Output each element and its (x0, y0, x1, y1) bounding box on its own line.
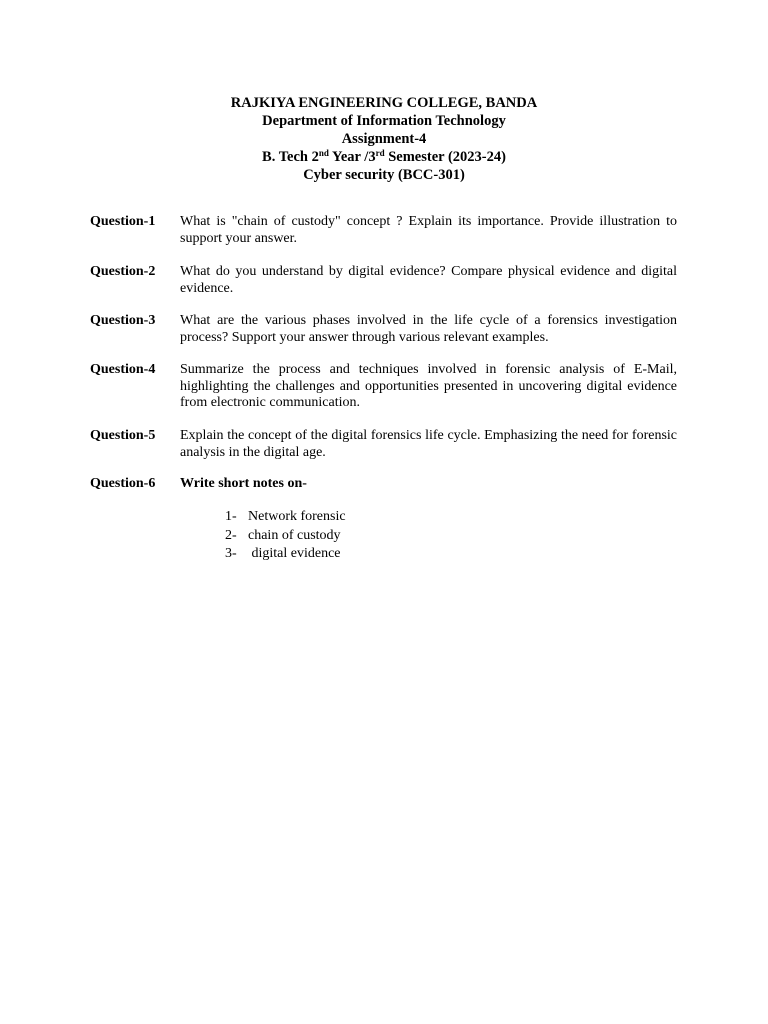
list-text: Network forensic (248, 509, 346, 524)
question-text: Explain the concept of the digital forensics life cycle. Emphasizing the need for forensic analysis in the digital age. (180, 428, 677, 460)
question-text: Write short notes on- (180, 476, 307, 491)
question-text: What do you understand by digital evidence? Compare physical evidence and digital evidence. (180, 264, 677, 296)
list-number: 2- (225, 527, 237, 543)
program-line (0, 148, 768, 166)
college-name: RAJKIYA ENGINEERING COLLEGE, BANDA (230, 95, 538, 111)
question-text: Summarize the process and techniques involved in forensic analysis of E-Mail, highlighting the challenges and opportunities presented in uncovering digital evidence from electronic communication. (180, 362, 677, 410)
question-label: Question-4 (90, 362, 156, 377)
question-4 (90, 362, 677, 412)
document-header (0, 94, 768, 184)
program-mid: Year /3 (328, 149, 376, 165)
question-2 (90, 264, 677, 297)
list-text: chain of custody (248, 527, 341, 543)
question-3 (90, 313, 677, 346)
question-1 (90, 214, 677, 247)
question-label: Question-3 (90, 313, 156, 328)
question-label: Question-2 (90, 264, 156, 279)
list-item (225, 527, 346, 546)
list-item (225, 545, 346, 564)
list-item (225, 508, 346, 527)
list-number: 1- (225, 509, 237, 524)
question-label: Question-6 (90, 476, 156, 491)
question-label: Question-1 (90, 214, 156, 229)
program-suffix: Semester (2023-24) (384, 149, 506, 165)
year-ordinal: nd (318, 148, 329, 158)
department-name: Department of Information Technology (262, 113, 506, 129)
question-text: What is "chain of custody" concept ? Explain its importance. Provide illustration to support your answer. (180, 214, 677, 246)
question-5 (90, 428, 677, 461)
list-number: 3- (225, 546, 237, 562)
short-notes-list (225, 508, 346, 564)
assignment-title: Assignment-4 (341, 131, 427, 147)
semester-ordinal: rd (375, 148, 385, 158)
question-label: Question-5 (90, 428, 156, 443)
course-title: Cyber security (BCC-301) (303, 167, 465, 183)
list-text: digital evidence (248, 546, 341, 562)
program-prefix: B. Tech 2 (262, 149, 319, 165)
question-6 (90, 476, 677, 493)
question-text: What are the various phases involved in the life cycle of a forensics investigation process? Support your answer through various relevant examples. (180, 313, 677, 345)
